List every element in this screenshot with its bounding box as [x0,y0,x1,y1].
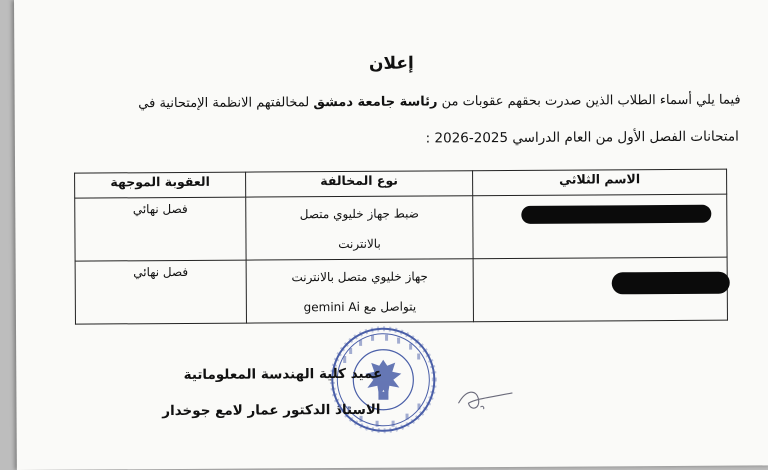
student-name-cell [473,194,727,259]
intro-part2: لمخالفتهم الانظمة الإمتحانية في [138,95,314,112]
header-name: الاسم الثلاثي [473,169,727,196]
redaction-mark [612,272,730,295]
penalty-text: فصل نهائي [132,201,188,217]
violation-line2: بالانترنت [338,236,381,252]
header-penalty: العقوبة الموجهة [75,172,246,198]
redaction-mark [521,205,711,224]
handwritten-signature-icon [456,383,514,415]
penalty-text: فصل نهائي [133,264,189,280]
penalty-cell [75,197,246,261]
violation-cell [246,259,473,323]
table-row [75,257,727,324]
header-violation: نوع المخالفة [246,171,473,197]
notice-paper [14,0,768,470]
notice-intro-line1 [37,93,741,112]
violation-line1: ضبط جهاز خليوي متصل [299,206,419,222]
intro-university-name: رئاسة جامعة دمشق [313,94,438,111]
violation-cell [246,196,473,260]
table-row [75,194,727,261]
notice-intro-line2: امتحانات الفصل الأول من العام الدراسي 2025-2026 : [425,128,739,147]
penalty-cell [75,260,246,324]
sanctions-table [74,169,728,325]
violation-line1: جهاز خليوي متصل بالانترنت [291,269,429,285]
dean-title: عميد كلية الهندسة المعلوماتية [183,365,383,383]
violation-line2: يتواصل مع gemini Ai [303,299,417,315]
notice-title: إعلان [368,53,414,74]
student-name-cell [473,257,727,322]
intro-part1: فيما يلي أسماء الطلاب الذين صدرت بحقهم عقوبات من [437,92,741,110]
dean-name: الاستاذ الدكتور عمار لامع جوخدار [162,401,381,420]
